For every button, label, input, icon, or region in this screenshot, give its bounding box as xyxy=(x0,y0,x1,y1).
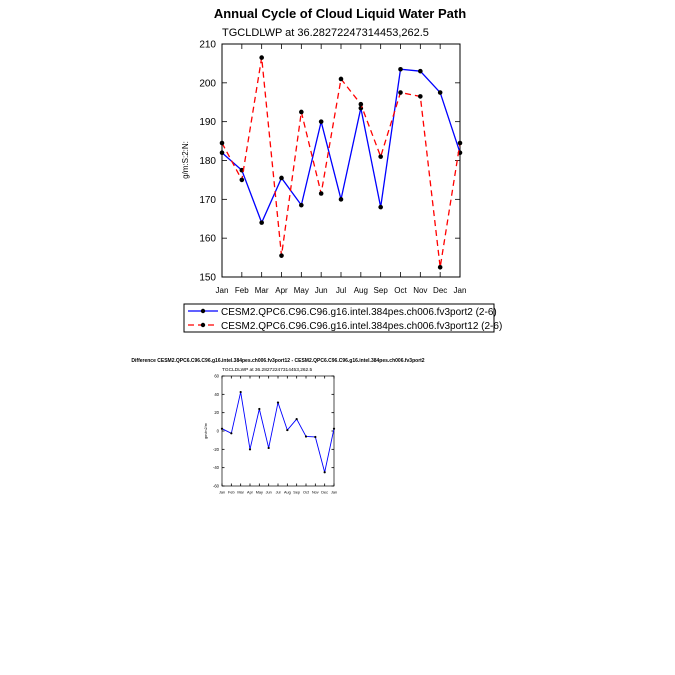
y-tick-label: 150 xyxy=(199,272,216,284)
y-tick-label: 200 xyxy=(199,78,216,90)
x-tick-label: Jul xyxy=(275,490,281,495)
x-tick-label: Mar xyxy=(254,286,269,295)
data-point xyxy=(220,150,225,155)
chart2-y-axis-label: gm/m2/m xyxy=(204,423,208,439)
data-point xyxy=(230,432,232,434)
data-point xyxy=(398,90,403,95)
data-point xyxy=(286,429,288,431)
data-point xyxy=(418,94,423,99)
data-point xyxy=(305,435,307,437)
x-tick-label: Aug xyxy=(353,286,368,295)
x-tick-label: Jun xyxy=(314,286,328,295)
data-point xyxy=(240,391,242,393)
y-tick-label: 190 xyxy=(199,117,216,129)
x-tick-label: Jan xyxy=(218,490,226,495)
data-point xyxy=(299,110,304,115)
data-point xyxy=(319,191,324,196)
data-point xyxy=(259,55,264,60)
y-tick-label: 20 xyxy=(214,410,219,416)
x-tick-label: Jan xyxy=(215,286,229,295)
x-tick-label: Mar xyxy=(237,490,244,495)
data-point xyxy=(221,428,223,430)
data-point xyxy=(249,448,251,450)
y-tick-label: 40 xyxy=(214,391,219,397)
x-tick-label: Apr xyxy=(247,490,253,495)
data-point xyxy=(458,141,463,146)
chart1-y-axis-label: g/m:S:2:N: xyxy=(181,141,190,179)
y-tick-label: -40 xyxy=(212,465,219,471)
data-point xyxy=(438,90,443,95)
chart2-subtitle: TGCLDLWP at 36.28272247314453,262.5 xyxy=(222,368,313,373)
y-tick-label: 210 xyxy=(199,39,216,51)
x-tick-label: Oct xyxy=(394,286,407,295)
chart1-subtitle: TGCLDLWP at 36.28272247314453,262.5 xyxy=(222,27,429,39)
y-tick-label: 60 xyxy=(214,373,219,379)
y-tick-label: -60 xyxy=(212,483,219,489)
x-tick-label: May xyxy=(293,286,309,295)
data-point xyxy=(299,203,304,208)
chart1-title: Annual Cycle of Cloud Liquid Water Path xyxy=(213,6,467,21)
x-tick-label: Oct xyxy=(303,490,309,495)
data-point xyxy=(359,102,364,107)
x-tick-label: Nov xyxy=(413,286,428,295)
legend-marker-series-2 xyxy=(201,323,205,327)
data-point xyxy=(333,428,335,430)
data-point xyxy=(277,401,279,403)
data-point xyxy=(378,154,383,159)
y-tick-label: 160 xyxy=(199,233,216,245)
data-point xyxy=(296,418,298,420)
data-point xyxy=(438,265,443,270)
data-point xyxy=(314,436,316,438)
x-tick-label: Feb xyxy=(234,286,249,295)
legend-label-series-2: CESM2.QPC6.C96.C96.g16.intel.384pes.ch006.fv3port12 (2-6) xyxy=(221,321,503,332)
x-tick-label: Jan xyxy=(453,286,467,295)
data-point xyxy=(258,408,260,410)
y-tick-label: 0 xyxy=(216,428,219,434)
data-point xyxy=(240,178,245,183)
y-tick-label: -20 xyxy=(212,446,219,452)
data-point xyxy=(398,67,403,72)
legend-label-series-1: CESM2.QPC6.C96.C96.g16.intel.384pes.ch006.fv3port2 (2-6) xyxy=(221,307,497,318)
data-point xyxy=(259,220,264,225)
x-tick-label: Sep xyxy=(293,490,301,495)
x-tick-label: Dec xyxy=(321,490,329,495)
data-point xyxy=(279,176,284,181)
y-tick-label: 180 xyxy=(199,156,216,167)
y-tick-label: 170 xyxy=(199,194,216,206)
x-tick-label: May xyxy=(255,490,263,495)
data-point xyxy=(220,141,225,146)
x-tick-label: Feb xyxy=(228,490,235,495)
x-tick-label: Aug xyxy=(283,490,291,495)
x-tick-label: Sep xyxy=(373,286,388,295)
data-point xyxy=(418,69,423,74)
x-tick-label: Apr xyxy=(275,286,288,295)
data-point xyxy=(378,205,383,210)
x-tick-label: Jun xyxy=(265,490,272,495)
x-tick-label: Nov xyxy=(311,490,319,495)
x-tick-label: Dec xyxy=(433,286,448,295)
data-point xyxy=(339,197,344,202)
data-point xyxy=(279,253,284,258)
data-point xyxy=(319,119,324,124)
legend-marker-series-1 xyxy=(201,309,205,313)
data-point xyxy=(339,77,344,82)
chart2-title: Difference CESM2.QPC6.C96.C96.g16.intel.384pes.ch006.fv3port12 - CESM2.QPC6.C96.C96.g16.intel.384pes.ch006.fv3port2 xyxy=(131,358,425,364)
data-point xyxy=(268,447,270,449)
x-tick-label: Jul xyxy=(335,286,347,295)
x-tick-label: Jan xyxy=(330,490,338,495)
data-point xyxy=(324,471,326,473)
